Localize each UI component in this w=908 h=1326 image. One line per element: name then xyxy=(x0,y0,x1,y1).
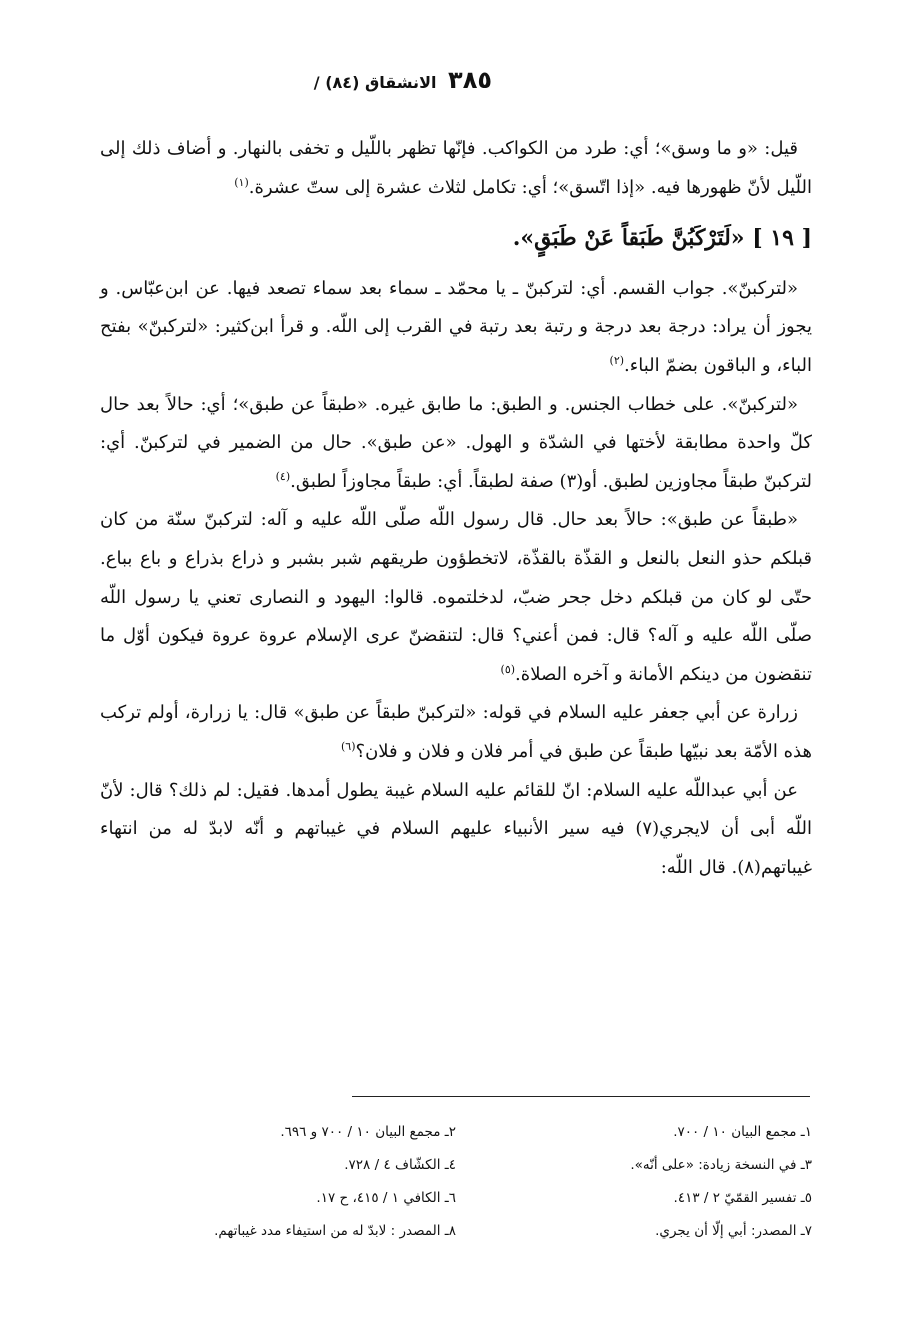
footnote-2: ٢ـ مجمع البيان ١٠ / ٧٠٠ و ٦٩٦. xyxy=(280,1124,456,1140)
paragraph-4: «طبقاً عن طبق»: حالاً بعد حال. قال رسول اللّه صلّى اللّه عليه و آله: لتركبنّ سنّة من كان قبلكم حذو النعل بالنعل و القذّة بالقذّة، لاتخطؤون طريقهم شبر بشبر و ذراع بذراع و باع بباع. حتّى لو كان من قبلكم دخل جحر ضبّ، لدخلتموه. قالوا: اليهود و النصارى تعني يا رسول اللّه صلّى اللّه عليه و آله؟ قال: فمن أعني؟ قال: لتنقضنّ عرى الإسلام عروة عروة فيكون أوّل ما تنقضون من دينكم الأمانة و آخره الصلاة.$^{(٥)}$ xyxy=(100,509,812,685)
footnote-8: ٨ـ المصدر : لابدّ له من استيفاء مدد غيباتهم. xyxy=(214,1223,456,1239)
running-title: الانشقاق (٨٤) / xyxy=(313,73,437,92)
footnote-7: ٧ـ المصدر: أبي إلّا أن يجري. xyxy=(655,1223,812,1239)
footnote-ref-1: (١) xyxy=(234,175,249,189)
page-number: ٣٨٥ xyxy=(448,66,492,94)
footnote-ref-6: (٦) xyxy=(341,739,356,753)
footnote-divider xyxy=(352,1096,810,1097)
paragraph-2: «لتركبنّ». جواب القسم. أي: لتركبنّ ـ يا محمّد ـ سماء بعد سماء تصعد فيها. عن ابن‌عبّاس. و يجوز أن يراد: درجة بعد درجة و رتبة بعد رتبة في القرب إلى اللّه. و قرأ ابن‌كثير: «لتركبنّ» بفتح الباء، و الباقون بضمّ الباء.$^{(٢)}$ xyxy=(100,277,812,376)
main-text xyxy=(100,130,812,887)
footnote-1: ١ـ مجمع البيان ١٠ / ٧٠٠. xyxy=(673,1124,812,1140)
paragraph-3: «لتركبنّ». على خطاب الجنس. و الطبق: ما طابق غيره. «طبقاً عن طبق»؛ أي: حالاً بعد حال كلّ واحدة مطابقة لأختها في الشدّة و الهول. «عن طبق». حال من الضمير في لتركبنّ. أي: لتركبنّ طبقاً مجاوزين لطبق. أو(٣) صفة لطبقاً. أي: طبقاً مجاوزاً لطبق.$^{(٤)}$ xyxy=(100,393,812,492)
paragraph-5: زرارة عن أبي جعفر عليه السلام في قوله: «لتركبنّ طبقاً عن طبق» قال: يا زرارة، أولم تركب هذه الأمّة بعد نبيّها طبقاً عن طبق في أمر فلان و فلان و فلان؟$^{(٦)}$ xyxy=(100,702,812,762)
footnote-6: ٦ـ الكافي ١ / ٤١٥، ح ١٧. xyxy=(316,1190,456,1206)
running-header xyxy=(92,66,492,94)
footnote-ref-5: (٥) xyxy=(500,662,516,676)
paragraph-6: عن أبي عبداللّه عليه السلام: انّ للقائم عليه السلام غيبة يطول أمدها. فقيل: لم ذلك؟ قال: لأنّ اللّه أبى أن لايجري(٧) فيه سير الأنبياء عليهم السلام في غيباتهم و أنّه لابدّ له من انتهاء غيباتهم(٨). قال اللّه: xyxy=(100,779,812,878)
footnote-ref-4: (٤) xyxy=(275,469,291,483)
paragraph-1: قيل: «و ما وسق»؛ أي: طرد من الكواكب. فإنّها تظهر باللّيل و تخفى بالنهار. و أضاف ذلك إلى اللّيل لأنّ ظهورها فيه. «إذا اتّسق»؛ أي: تكامل لثلاث عشرة إلى ستّ عشرة.$^{(١)}$ xyxy=(100,138,812,198)
footnote-4: ٤ـ الكشّاف ٤ / ٧٢٨. xyxy=(344,1157,456,1173)
verse-heading: [ ١٩ ] «لَتَرْكَبُنَّ طَبَقاً عَنْ طَبَقٍ». xyxy=(512,225,812,252)
footnote-ref-2: (٢) xyxy=(609,353,625,367)
footnote-5: ٥ـ تفسير القمّيّ ٢ / ٤١٣. xyxy=(673,1190,812,1206)
footnote-3: ٣ـ في النسخة زيادة: «على أنّه». xyxy=(630,1157,812,1173)
